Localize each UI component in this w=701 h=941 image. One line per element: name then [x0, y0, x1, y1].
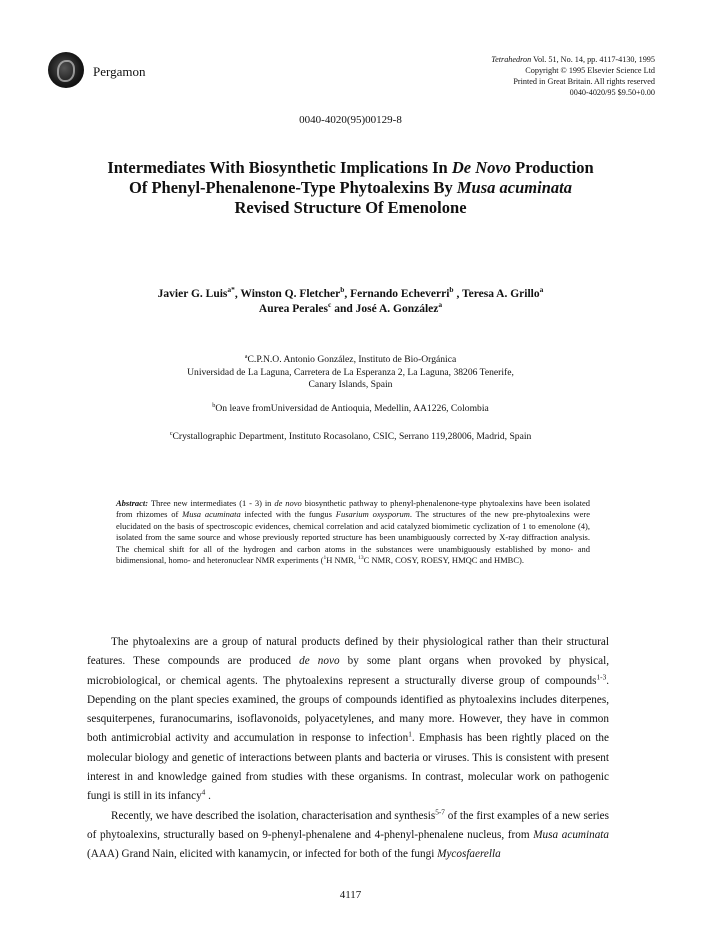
affiliation-a: $^a$C.P.N.O. Antonio González, Instituto de Bio-Orgánica Universidad de La Laguna, Carretera de La Esperanza 2, La Laguna, 38206 Tenerife, Canary Islands, Spain: [187, 352, 514, 390]
journal-citation: Tetrahedron Vol. 51, No. 14, pp. 4117-4130, 1995: [491, 55, 655, 64]
author-list: [60, 287, 641, 317]
author-line-1: Javier G. Luis$^{a*}$, Winston Q. Fletcher$^b$, Fernando Echeverri$^b$ , Teresa A. Grillo$^a$: [157, 285, 544, 300]
journal-info: [491, 54, 655, 98]
doi-code: 0040-4020(95)00129-8: [299, 114, 402, 126]
printed-line: Printed in Great Britain. All rights reserved: [513, 77, 655, 86]
copyright-line: Copyright © 1995 Elsevier Science Ltd: [525, 66, 655, 75]
page-number: 4117: [339, 889, 362, 901]
title-line-1: Intermediates With Biosynthetic Implications In De Novo Production: [107, 158, 594, 177]
paragraph-2: Recently, we have described the isolation, characterisation and synthesis$^{5-7}$ of the first examples of a new series of phytoalexins, structurally based on 9-phenyl-phenalene and 4-phenyl-phenalene nucleus, from Musa acuminata (AAA) Grand Nain, elicited with kanamycin, or infected for both of the fungi Mycosfaerella: [87, 807, 610, 861]
body-text: [87, 633, 609, 865]
abstract: Abstract: Three new intermediates (1 - 3) in de novo biosynthetic pathway to phenyl-phenalenone-type phytoalexins have been isolated from rhizomes of Musa acuminata infected with the fungus Fusarium oxysporum. The structures of the new pre-phytoalexins were elucidated on the basis of spectroscopic evidences, chemical correlation and acid catalyzed biomimetic cyclization of 1 to emenolone (4), isolated from the same source and whose previously reported structure has been unambiguously corrected by X-ray diffraction analysis. The chemical shift for all of the hydrogen and carbon atoms in the substances were unambiguously established by mono- and bidimensional, homo- and heteronuclear NMR experiments ($^1$H NMR, $^{13}$C NMR, COSY, ROESY, HMQC and HMBC).: [116, 498, 591, 566]
author-line-2: Aurea Perales$^c$ and José A. González$^a$: [258, 300, 443, 315]
journal-name: Tetrahedron: [491, 55, 532, 64]
publisher-logo-icon: [48, 52, 84, 88]
publisher-name: Pergamon: [93, 64, 146, 79]
paragraph-1: The phytoalexins are a group of natural products defined by their physiological rather than their structural features. These compounds are produced de novo by some plant organs when provoked by physical, microbiological, or chemical agents. The phytoalexins represent a structurally diverse group of compounds$^{1-3}$. Depending on the plant species examined, the groups of compounds identified as phytoalexins includes diterpenes, sesquiterpenes, furanocumarins, isoflavonoids, polyacetylenes, and many more. However, they have in common both antimicrobial activity and accumulation in response to infection$^1$. Emphasis has been rightly placed on the molecular biology and genetic of interactions between plants and bacteria or viruses. This is consistent with present interest in and knowledge gained from studies with these organisms. In contrast, molecular work on pathogenic fungi is still in its infancy$^4$ .: [87, 636, 609, 803]
affiliation-b: $^b$On leave fromUniversidad de Antioquia, Medellin, AA1226, Colombia: [212, 401, 489, 414]
title-line-2: Of Phenyl-Phenalenone-Type Phytoalexins By Musa acuminata: [129, 178, 572, 197]
paper-title: [60, 158, 641, 218]
abstract-label: Abstract:: [116, 498, 149, 508]
price-code: 0040-4020/95 $9.50+0.00: [569, 88, 655, 97]
affiliation-c: $^c$Crystallographic Department, Instituto Rocasolano, CSIC, Serrano 119,28006, Madrid, Spain: [169, 429, 532, 442]
title-line-3: Revised Structure Of Emenolone: [234, 198, 467, 217]
